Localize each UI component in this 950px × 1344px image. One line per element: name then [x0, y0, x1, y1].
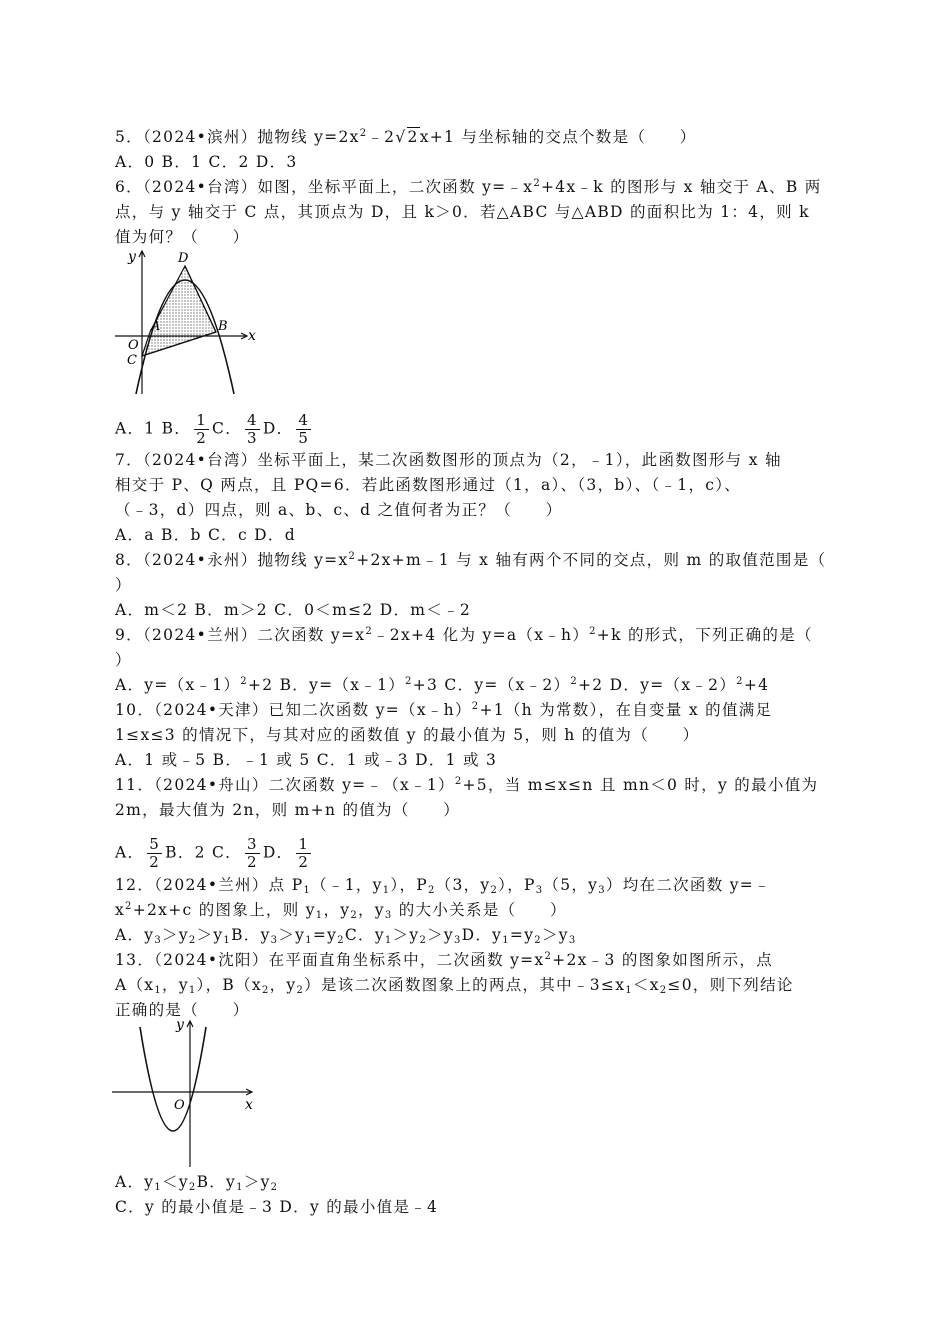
q13-options-line2: C．y 的最小值是﹣3 D．y 的最小值是﹣4	[115, 1198, 439, 1216]
q6-stem-line1: 6．（2024•台湾）如图，坐标平面上，二次函数 $y=﹣x^2+4x﹣k$ 的图形与 x 轴交于 A、B 两	[115, 178, 822, 196]
q13-options-line1: A．$y_1<y_2B$．$y_1>y_2$	[115, 1173, 279, 1193]
q13-stem-line3: 正确的是（ ）	[115, 1001, 250, 1019]
fraction-1-2: $\frac{1}{2}$	[196, 411, 208, 447]
q9-stem-line1: 9．（2024•兰州）二次函数 $y=x^2﹣2x+4$ 化为 y=a（x﹣h）$^2$+k 的形式，下列正确的是（	[115, 626, 813, 644]
label-O: O	[128, 338, 139, 353]
label-O: O	[174, 1098, 185, 1113]
q13-stem-line2: $A(x_1$，$y_1$），$B(x_2$，$y_2$）是该二次函数图象上的两点，其中$﹣3\le x_1<x_2\le 0$，则下列结论	[115, 976, 794, 996]
q12-stem-line1: 12．（2024•兰州）点 $P_1(﹣1$，$y_1$），$P_2(3$，$y_2$），$P_3(5$，$y_3$）均在二次函数 y=﹣	[115, 876, 771, 896]
q10-stem-line2: 1≤x≤3 的情况下，与其对应的函数值 y 的最小值为 5，则 h 的值为（ ）	[115, 726, 700, 744]
q8-options: A．m＜2 B．m＞2 C．0＜m≤2 D．m＜﹣2	[115, 601, 472, 619]
label-D: D	[178, 251, 189, 266]
q12-stem-line2: $x^2+2x+c$ 的图象上，则 $y_1$，$y_2$，$y_3$ 的大小关系是（ ）	[115, 901, 567, 921]
fraction-5-2: $\frac{5}{2}$	[149, 835, 161, 871]
q6-stem-line3: 值为何？（ ）	[115, 228, 250, 246]
label-y: y	[128, 249, 136, 265]
q9-stem-line2: ）	[115, 651, 132, 669]
label-A: A	[151, 319, 161, 334]
label-C: C	[127, 353, 137, 368]
label-y: y	[176, 1017, 184, 1033]
q7-stem-line2: 相交于 P、Q 两点，且 PQ=6．若此函数图形通过（1，a）、（3，b）、（﹣1，c）、	[115, 476, 742, 494]
q10-stem-line1: 10．（2024•天津）已知二次函数 y=（x﹣h）$^2$+1（h 为常数），在自变量 x 的值满足	[115, 701, 773, 719]
q11-stem-line1: 11．（2024•舟山）二次函数 y=﹣（x﹣1）$^2$+5，当 m≤x≤n 且 mn＜0 时，y 的最小值为	[115, 776, 819, 794]
parabola-curve	[140, 1027, 206, 1131]
q6-options: A．1 B． $\frac{1}{2}$ C． $\frac{4}{3}$ D． $\frac{4}{5}$	[115, 411, 310, 447]
label-B: B	[218, 319, 228, 334]
fraction-1-2: $\frac{1}{2}$	[298, 835, 310, 871]
q8-stem-line2: ）	[115, 576, 132, 594]
q12-options: A．$y_3>y_2>y_1B$．$y_3>y_1=y_2C$．$y_1>y_2>y_3D$．$y_1=y_2>y_3$	[115, 926, 577, 946]
q7-stem-line1: 7．（2024•台湾）坐标平面上，某二次函数图形的顶点为（2，﹣1），此函数图形与 x 轴	[115, 451, 782, 469]
q13-parabola-figure	[108, 1015, 268, 1173]
q8-stem-line1: 8．（2024•永州）抛物线 $y=x^2+2x+m﹣1$ 与 x 轴有两个不同的交点，则 m 的取值范围是（	[115, 551, 827, 569]
q9-options: A．y=（x﹣1）$^2$+2 B．y=（x﹣1）$^2$+3 C．y=（x﹣2）$^2$+2 D．y=（x﹣2）$^2$+4	[115, 676, 770, 694]
q6-stem-line2: 点，与 y 轴交于 C 点，其顶点为 D，且 k＞0．若△ABC 与△ABD 的面积比为 1：4，则 k	[115, 203, 810, 221]
shaded-triangles	[142, 266, 216, 356]
sqrt-symbol: √2	[395, 128, 419, 146]
q5-options: A．0 B．1 C．2 D．3	[115, 153, 298, 171]
q7-options: A．a B．b C．c D．d	[115, 526, 296, 544]
label-x: x	[248, 328, 256, 344]
q7-stem-line3: （﹣3，d）四点，则 a、b、c、d 之值何者为正？（ ）	[115, 501, 563, 519]
q10-options: A．1 或﹣5 B．﹣1 或 5 C．1 或﹣3 D．1 或 3	[115, 751, 498, 769]
fraction-4-3: $\frac{4}{3}$	[247, 411, 258, 447]
fraction-3-2: $\frac{3}{2}$	[246, 835, 258, 871]
q6-parabola-figure	[112, 246, 262, 398]
label-x: x	[245, 1097, 253, 1113]
q13-stem-line1: 13．（2024•沈阳）在平面直角坐标系中，二次函数 $y=x^2+2x﹣3$ 的图象如图所示，点	[115, 951, 774, 969]
q11-options: A． $\frac{5}{2}$ B．2 C． $\frac{3}{2}$ D． $\frac{1}{2}$	[115, 835, 310, 871]
q5-stem: 5．（2024•滨州）抛物线 $y=2x^2﹣2√2x+1$ 与坐标轴的交点个数是（ ）	[115, 128, 697, 146]
fraction-4-5: $\frac{4}{5}$	[298, 411, 310, 447]
q11-stem-line2: 2m，最大值为 2n，则 m+n 的值为（ ）	[115, 801, 461, 819]
